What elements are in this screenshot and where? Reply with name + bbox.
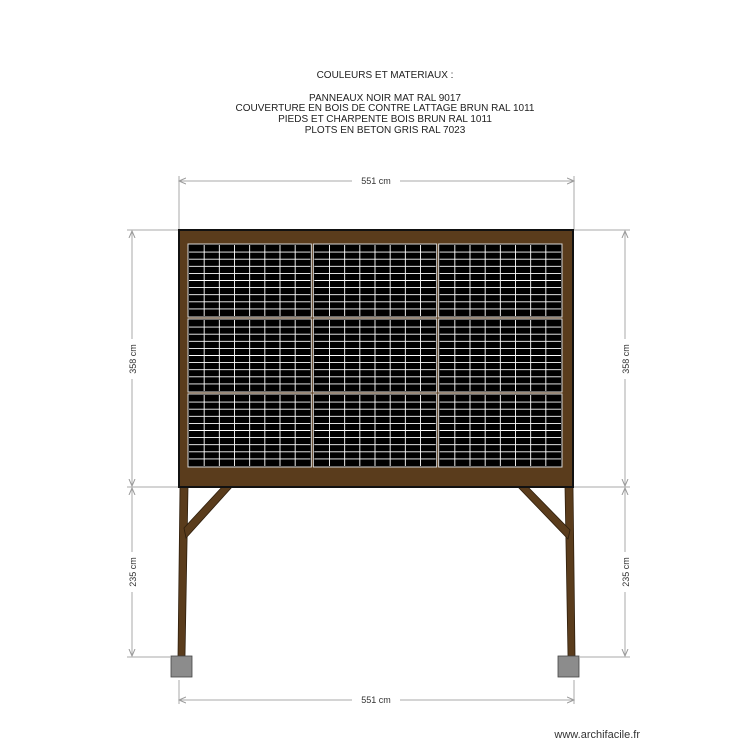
right-leg bbox=[565, 487, 575, 656]
solar-panel-module bbox=[313, 244, 436, 317]
legend-line-panels: PANNEAUX NOIR MAT RAL 9017 bbox=[309, 93, 461, 104]
solar-panel-array bbox=[188, 244, 562, 467]
legend-line-cover: COUVERTURE EN BOIS DE CONTRE LATTAGE BRUN RAL 1011 bbox=[235, 103, 535, 114]
solar-panel-module bbox=[188, 319, 311, 392]
legend-title: COULEURS ET MATERIAUX : bbox=[316, 70, 454, 81]
solar-panel-module bbox=[188, 394, 311, 467]
legend-line-legs: PIEDS ET CHARPENTE BOIS BRUN RAL 1011 bbox=[278, 114, 492, 125]
concrete-blocks bbox=[171, 656, 579, 677]
dim-leg-height-right: 235 cm bbox=[621, 557, 631, 587]
solar-panel-module bbox=[439, 319, 562, 392]
solar-panel-module bbox=[439, 244, 562, 317]
dim-panel-height-right: 358 cm bbox=[621, 344, 631, 374]
right-brace bbox=[518, 487, 570, 539]
solar-panel-module bbox=[313, 319, 436, 392]
solar-panel-module bbox=[439, 394, 562, 467]
dim-width-top: 551 cm bbox=[361, 176, 391, 186]
watermark: www.archifacile.fr bbox=[554, 729, 640, 741]
wood-structure bbox=[178, 487, 575, 656]
legend-line-blocks: PLOTS EN BETON GRIS RAL 7023 bbox=[304, 125, 466, 136]
left-leg bbox=[178, 487, 188, 656]
dim-width-bottom: 551 cm bbox=[361, 695, 391, 705]
right-concrete-block bbox=[558, 656, 579, 677]
dim-panel-height-left: 358 cm bbox=[128, 344, 138, 374]
left-concrete-block bbox=[171, 656, 192, 677]
dim-leg-height-left: 235 cm bbox=[128, 557, 138, 587]
left-brace bbox=[184, 487, 232, 538]
solar-panel-module bbox=[188, 244, 311, 317]
solar-panel-module bbox=[313, 394, 436, 467]
